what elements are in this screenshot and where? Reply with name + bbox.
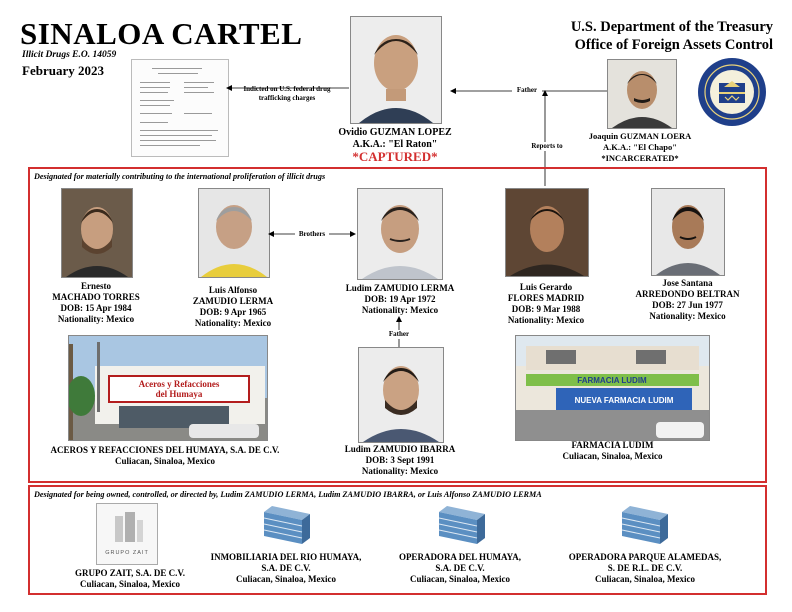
ernesto-dob: DOB: 15 Apr 1984: [60, 303, 132, 313]
section2-header: Designated for being owned, controlled, or directed by, Ludim ZAMUDIO LERMA, Ludim ZAMUDIO IBARRA, or Luis Alfonso ZAMUDIO LERMA: [34, 490, 542, 499]
ludim-lerma-nationality: Nationality: Mexico: [361, 305, 439, 315]
operadora-alamedas-location: Culiacan, Sinaloa, Mexico: [594, 574, 695, 584]
building-icon: [620, 506, 670, 544]
father-label-top: Father: [512, 86, 542, 95]
indicted-label: Indicted on U.S. federal drug trafficking charges: [243, 85, 331, 102]
chapo-aka: A.K.A.: "El Chapo": [603, 142, 677, 152]
farmacia-sign-text: FARMACIA LUDIM: [577, 376, 647, 385]
ovidio-aka: A.K.A.: "El Raton": [352, 139, 438, 150]
chapo-name: Joaquin GUZMAN LOERA: [588, 131, 692, 141]
photo-ludim-zamudio-ibarra: [358, 347, 444, 443]
photo-farmacia-ludim: [515, 335, 710, 441]
aceros-sign-text: Aceros y Refacciones: [138, 379, 220, 389]
ovidio-name: Ovidio GUZMAN LOPEZ: [338, 127, 452, 138]
date-label: February 2023: [22, 63, 104, 78]
building-icon: [262, 506, 312, 544]
aceros-name: ACEROS Y REFACCIONES DEL HUMAYA, S.A. DE C.V.: [50, 445, 280, 455]
photo-joaquin-guzman-loera: [607, 59, 677, 129]
ernesto-last: MACHADO TORRES: [52, 292, 140, 302]
photo-ernesto-machado-torres: [61, 188, 133, 278]
photo-luis-gerardo-flores-madrid: [505, 188, 589, 277]
grupo-zait-logo-text: GRUPO ZAIT: [105, 550, 149, 556]
grupo-zait-location: Culiacan, Sinaloa, Mexico: [79, 579, 180, 589]
grupo-zait-logo: [96, 503, 158, 565]
ludim-ibarra-name: Ludim ZAMUDIO IBARRA: [344, 444, 456, 454]
ludim-lerma-name: Ludim ZAMUDIO LERMA: [345, 283, 455, 293]
building-icon: [437, 506, 487, 544]
operadora-humaya-location: Culiacan, Sinaloa, Mexico: [409, 574, 510, 584]
chapo-status: *INCARCERATED*: [601, 153, 679, 163]
operadora-humaya-line1: OPERADORA DEL HUMAYA,: [398, 552, 522, 562]
luis-alfonso-last: ZAMUDIO LERMA: [192, 296, 274, 306]
brothers-label: Brothers: [295, 230, 329, 239]
operadora-alamedas-line1: OPERADORA PARQUE ALAMEDAS,: [568, 552, 722, 562]
indictment-document-image: [131, 59, 229, 157]
ernesto-first: Ernesto: [81, 281, 111, 291]
luis-alfonso-nationality: Nationality: Mexico: [194, 318, 272, 328]
operadora-alamedas-line2: S. DE R.L. DE C.V.: [607, 563, 683, 573]
ludim-ibarra-nationality: Nationality: Mexico: [361, 466, 439, 476]
jose-santana-first: Jose Santana: [662, 278, 713, 288]
father-label-section: Father: [382, 330, 416, 339]
luis-gerardo-first: Luis Gerardo: [519, 282, 573, 292]
agency-line-1: U.S. Department of the Treasury: [570, 19, 773, 35]
inmobiliaria-location: Culiacan, Sinaloa, Mexico: [235, 574, 336, 584]
jose-santana-dob: DOB: 27 Jun 1977: [652, 300, 723, 310]
photo-luis-alfonso-zamudio-lerma: [198, 188, 270, 278]
inmobiliaria-line1: INMOBILIARIA DEL RIO HUMAYA,: [210, 552, 362, 562]
jose-santana-nationality: Nationality: Mexico: [649, 311, 726, 321]
svg-text:del Humaya: del Humaya: [155, 389, 203, 399]
photo-jose-santana-arredondo-beltran: [651, 188, 725, 276]
agency-line-2: Office of Foreign Assets Control: [574, 37, 773, 53]
photo-ovidio-guzman-lopez: [350, 16, 442, 124]
ernesto-nationality: Nationality: Mexico: [57, 314, 135, 324]
luis-gerardo-nationality: Nationality: Mexico: [507, 315, 585, 325]
photo-ludim-zamudio-lerma: [357, 188, 443, 280]
photo-aceros-refacciones-humaya: [68, 335, 268, 441]
ovidio-status: *CAPTURED*: [352, 149, 438, 164]
farmacia-name: FARMACIA LUDIM: [571, 440, 654, 450]
operadora-humaya-line2: S.A. DE C.V.: [435, 563, 485, 573]
farmacia-location: Culiacan, Sinaloa, Mexico: [562, 451, 663, 461]
page-title: SINALOA CARTEL: [20, 16, 303, 51]
jose-santana-last: ARREDONDO BELTRAN: [635, 289, 740, 299]
luis-gerardo-dob: DOB: 9 Mar 1988: [511, 304, 581, 314]
grupo-zait-name: GRUPO ZAIT, S.A. DE C.V.: [75, 568, 185, 578]
reports-to-label: Reports to: [526, 142, 568, 151]
ludim-ibarra-dob: DOB: 3 Sept 1991: [365, 455, 435, 465]
aceros-location: Culiacan, Sinaloa, Mexico: [114, 456, 215, 466]
inmobiliaria-line2: S.A. DE C.V.: [261, 563, 311, 573]
section1-header: Designated for materially contributing to the international proliferation of illicit drugs: [34, 172, 326, 181]
luis-alfonso-first: Luis Alfonso: [208, 285, 258, 295]
treasury-seal-icon: [697, 57, 767, 127]
ludim-lerma-dob: DOB: 19 Apr 1972: [364, 294, 436, 304]
program-label: Illicit Drugs E.O. 14059: [22, 50, 117, 60]
luis-alfonso-dob: DOB: 9 Apr 1965: [199, 307, 267, 317]
farmacia-sign2-text: NUEVA FARMACIA LUDIM: [574, 396, 674, 405]
luis-gerardo-last: FLORES MADRID: [507, 293, 585, 303]
